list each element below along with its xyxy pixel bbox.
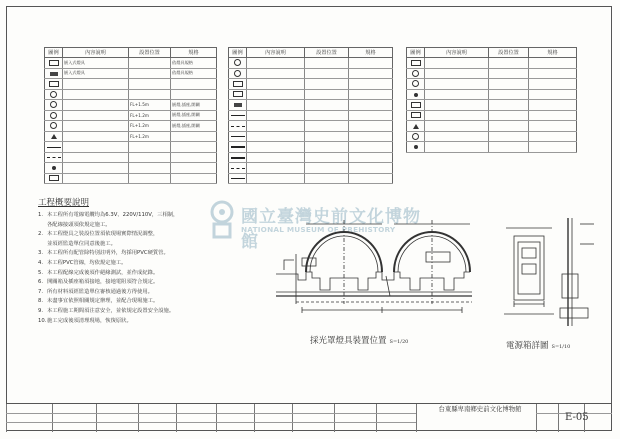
legend-desc-cell [247, 131, 305, 142]
legend-symbol-cell [229, 58, 247, 69]
legend-spec-cell [349, 89, 393, 100]
legend-spec-cell [529, 121, 577, 132]
legend-pos-cell [129, 152, 171, 163]
legend-symbol-cell [229, 121, 247, 132]
legend-pos-cell [489, 100, 529, 111]
legend-row [229, 68, 393, 79]
legend-desc-cell [247, 173, 305, 184]
title-block-divider [376, 404, 377, 432]
legend-header-pos: 設置位置 [489, 48, 529, 58]
note-number: 9. [38, 307, 44, 314]
legend-spec-cell [349, 110, 393, 121]
legend-symbol-cell [45, 152, 63, 163]
legend-circle-icon [412, 80, 419, 87]
title-block-divider [96, 404, 97, 432]
legend-box-icon [411, 60, 421, 66]
legend-spec-cell: 依燈具規格 [171, 58, 217, 69]
legend-symbol-cell [45, 131, 63, 142]
legend-circle-icon [234, 70, 241, 77]
note-text: 並須經監造單位同意後施工。 [47, 240, 116, 247]
legend-pos-cell [129, 58, 171, 69]
notes-list [38, 211, 290, 326]
legend-line-icon [231, 115, 245, 116]
note-text: 未盡事宜依照相關規定辦理，並配合現場施工。 [47, 298, 159, 305]
note-item [38, 269, 290, 279]
legend-row [45, 100, 217, 111]
note-item [38, 307, 290, 317]
legend-box-icon [49, 81, 59, 87]
title-block-divider [416, 404, 417, 432]
note-item [38, 288, 290, 298]
legend-desc-cell [247, 79, 305, 90]
legend-spec-cell [529, 131, 577, 142]
legend-spec-cell [349, 79, 393, 90]
legend-symbol-cell [407, 58, 425, 69]
note-text: 施工完成後須清理現場，恢復原狀。 [47, 317, 132, 324]
legend-row [229, 131, 393, 142]
legend-pos-cell [305, 68, 349, 79]
legend-desc-cell [425, 89, 489, 100]
legend-desc-cell [63, 79, 129, 90]
legend-box-icon [49, 60, 59, 66]
skylight-section-drawing [276, 214, 476, 326]
legend-symbol-cell [229, 163, 247, 174]
legend-symbol-cell [229, 173, 247, 184]
legend-circle-icon [50, 112, 57, 119]
note-item [38, 211, 290, 221]
legend-spec-cell [349, 58, 393, 69]
legend-circle-icon [412, 133, 419, 140]
legend-desc-cell [63, 163, 129, 174]
legend-symbol-cell [229, 79, 247, 90]
legend-symbol-cell [45, 89, 63, 100]
legend-line-icon [231, 136, 245, 137]
legend-row [407, 121, 577, 132]
legend-pos-cell [489, 121, 529, 132]
legend-pos-cell [489, 131, 529, 142]
legend-desc-cell [63, 152, 129, 163]
legend-pos-cell: FL+1.2m [129, 121, 171, 132]
legend-dash-icon [231, 126, 245, 127]
note-number: 3. [38, 250, 44, 257]
legend-table-2 [228, 47, 393, 184]
legend-line-icon [231, 178, 245, 179]
note-item [38, 230, 290, 240]
watermark-chinese-name: 國立臺灣史前文化博物館 [241, 207, 421, 252]
legend-pos-cell [489, 142, 529, 153]
legend-row [407, 89, 577, 100]
note-number: 8. [38, 298, 44, 305]
legend-pos-cell [305, 110, 349, 121]
note-number [38, 240, 47, 250]
legend-desc-cell [63, 89, 129, 100]
title-block-rule [6, 413, 416, 414]
legend-row [45, 163, 217, 174]
legend-box-icon [233, 91, 243, 97]
legend-fill-icon [234, 103, 242, 107]
panel-caption [506, 339, 570, 351]
note-item [38, 297, 290, 307]
legend-pos-cell [305, 100, 349, 111]
legend-symbol-cell [45, 142, 63, 153]
legend-circle-icon [50, 91, 57, 98]
note-number: 2. [38, 231, 44, 238]
legend-symbol-cell [45, 173, 63, 184]
legend-row [229, 173, 393, 184]
legend-symbol-cell [229, 131, 247, 142]
note-text: 本工程施工期間須注意安全，並依規定設置安全設施。 [47, 307, 175, 314]
legend-desc-cell [63, 110, 129, 121]
legend-header-pos: 設置位置 [129, 48, 171, 58]
legend-spec-cell [171, 131, 217, 142]
legend-row [229, 89, 393, 100]
note-item [38, 317, 290, 327]
legend-spec-cell [529, 89, 577, 100]
legend-spec-cell: 嵌燈,插座,開關 [171, 100, 217, 111]
legend-pos-cell [489, 68, 529, 79]
title-block-divider [6, 404, 7, 432]
legend-desc-cell: 嵌入式燈具 [63, 58, 129, 69]
legend-table-3 [406, 47, 577, 153]
legend-desc-cell [247, 110, 305, 121]
legend-spec-cell [171, 163, 217, 174]
legend-symbol-cell [45, 163, 63, 174]
legend-pos-cell [129, 89, 171, 100]
legend-desc-cell [425, 79, 489, 90]
legend-desc-cell [247, 58, 305, 69]
legend-header-desc: 內容說明 [247, 48, 305, 58]
legend-thick-icon [231, 146, 245, 148]
legend-header-icon: 圖例 [45, 48, 63, 58]
legend-pos-cell [129, 163, 171, 174]
title-block-divider [138, 404, 139, 432]
legend-box-icon [411, 102, 421, 108]
legend-pos-cell: FL+1.2m [129, 131, 171, 142]
legend-dash-icon [47, 157, 61, 158]
note-text: 各配線接頭須依規定施工。 [47, 221, 111, 228]
legend-header-icon: 圖例 [407, 48, 425, 58]
project-title: 台東縣卑南鄉史前文化博物館 [438, 405, 522, 413]
note-text: 本工程所有電線電纜均為6.3V、220V/110V，三相制， [47, 212, 179, 218]
legend-desc-cell [63, 100, 129, 111]
legend-header-spec: 規格 [349, 48, 393, 58]
legend-symbol-cell [229, 68, 247, 79]
legend-header-row [45, 48, 217, 58]
legend-pos-cell [129, 68, 171, 79]
title-block-divider [254, 404, 255, 432]
legend-pos-cell [305, 163, 349, 174]
legend-symbol-cell [407, 89, 425, 100]
legend-symbol-cell [229, 142, 247, 153]
legend-symbol-cell [45, 121, 63, 132]
legend-row [229, 121, 393, 132]
legend-desc-cell [63, 131, 129, 142]
legend-row [229, 152, 393, 163]
legend-box-icon [49, 175, 59, 181]
legend-header-row [229, 48, 393, 58]
legend-row [45, 110, 217, 121]
legend-spec-cell [529, 142, 577, 153]
legend-header-spec: 規格 [171, 48, 217, 58]
sheet-number: E-05 [565, 412, 589, 423]
legend-symbol-cell [407, 142, 425, 153]
legend-pos-cell [305, 89, 349, 100]
legend-dot-icon [414, 145, 418, 149]
legend-symbol-cell [45, 79, 63, 90]
legend-row [407, 110, 577, 121]
legend-header-desc: 內容說明 [63, 48, 129, 58]
legend-dash-icon [231, 168, 245, 169]
note-text: 本工程所有配管除特別註明外，均採用PVC硬質管。 [47, 250, 169, 257]
legend-row [407, 68, 577, 79]
legend-row [229, 163, 393, 174]
legend-symbol-cell [45, 110, 63, 121]
legend-desc-cell [63, 121, 129, 132]
legend-spec-cell [171, 79, 217, 90]
title-block-divider [558, 404, 559, 432]
legend-spec-cell [171, 173, 217, 184]
legend-circle-icon [50, 101, 57, 108]
legend-spec-cell [529, 110, 577, 121]
note-number [38, 221, 47, 231]
legend-row [229, 110, 393, 121]
legend-row [45, 152, 217, 163]
legend-circle-icon [412, 70, 419, 77]
legend-row [45, 58, 217, 69]
note-number: 5. [38, 269, 44, 276]
legend-desc-cell [63, 142, 129, 153]
legend-desc-cell [247, 152, 305, 163]
legend-pos-cell [305, 142, 349, 153]
legend-spec-cell [349, 142, 393, 153]
legend-pos-cell [305, 79, 349, 90]
legend-spec-cell: 嵌燈,插座,開關 [171, 110, 217, 121]
legend-symbol-cell [229, 110, 247, 121]
panel-scale: S=1/10 [551, 344, 571, 350]
legend-circle-icon [50, 122, 57, 129]
legend-spec-cell [349, 163, 393, 174]
legend-row [45, 79, 217, 90]
note-item [38, 278, 290, 288]
legend-spec-cell [349, 131, 393, 142]
legend-spec-cell: 嵌燈,插座,開關 [171, 121, 217, 132]
note-number: 4. [38, 259, 44, 266]
note-text: 本工程燈具之裝設位置須依現場實際情況調整， [47, 231, 159, 238]
note-item [38, 249, 290, 259]
notes-title: 工程概要說明 [38, 198, 90, 208]
legend-line-icon [47, 147, 61, 148]
title-block-rule [6, 422, 416, 423]
legend-row [45, 121, 217, 132]
legend-pos-cell [305, 173, 349, 184]
legend-desc-cell: 嵌入式燈具 [63, 68, 129, 79]
legend-circle-icon [234, 59, 241, 66]
legend-header-desc: 內容說明 [425, 48, 489, 58]
legend-desc-cell [425, 142, 489, 153]
legend-spec-cell [529, 100, 577, 111]
power-panel-detail-drawing [496, 214, 600, 338]
note-number: 1. [38, 212, 44, 218]
legend-spec-cell [349, 173, 393, 184]
note-text: 所有材料須經監造單位審核通過後方得使用。 [47, 288, 153, 295]
note-item [38, 259, 290, 269]
legend-row [407, 79, 577, 90]
note-text: 本工程PVC管線，均依規定施工。 [47, 259, 127, 266]
legend-pos-cell: FL+1.2m [129, 110, 171, 121]
legend-pos-cell [305, 121, 349, 132]
legend-dot-icon [414, 93, 418, 97]
legend-symbol-cell [407, 100, 425, 111]
legend-spec-cell [349, 68, 393, 79]
legend-fill-icon [50, 72, 58, 76]
title-block-divider [216, 404, 217, 432]
legend-box-icon [411, 112, 421, 118]
legend-row [229, 58, 393, 69]
legend-symbol-cell [45, 68, 63, 79]
legend-pos-cell [489, 110, 529, 121]
legend-spec-cell [349, 100, 393, 111]
legend-desc-cell [425, 68, 489, 79]
legend-spec-cell: 依燈具規格 [171, 68, 217, 79]
legend-symbol-cell [45, 58, 63, 69]
legend-desc-cell [247, 100, 305, 111]
legend-pos-cell [305, 152, 349, 163]
legend-symbol-cell [45, 100, 63, 111]
legend-pos-cell [489, 58, 529, 69]
legend-header-icon: 圖例 [229, 48, 247, 58]
note-text: 開關箱及插座箱須接地，接地電阻須符合規定。 [47, 279, 159, 286]
legend-desc-cell [425, 131, 489, 142]
title-block-divider [292, 404, 293, 432]
legend-symbol-cell [407, 131, 425, 142]
legend-header-row [407, 48, 577, 58]
legend-row [45, 131, 217, 142]
legend-tri-icon [51, 134, 57, 139]
title-block-divider [52, 404, 53, 432]
legend-spec-cell [349, 121, 393, 132]
legend-desc-cell [425, 110, 489, 121]
note-item [38, 221, 290, 231]
legend-pos-cell [489, 79, 529, 90]
watermark-english-name: NATIONAL MUSEUM OF PREHISTORY [241, 225, 396, 234]
legend-symbol-cell [407, 121, 425, 132]
legend-symbol-cell [229, 100, 247, 111]
legend-row [229, 79, 393, 90]
legend-row [407, 142, 577, 153]
legend-pos-cell [489, 89, 529, 100]
legend-dot-icon [52, 166, 56, 170]
legend-table-1 [44, 47, 217, 184]
legend-desc-cell [247, 89, 305, 100]
section-caption [310, 334, 408, 346]
legend-header-pos: 設置位置 [305, 48, 349, 58]
legend-desc-cell [247, 142, 305, 153]
legend-desc-cell [425, 121, 489, 132]
legend-desc-cell [247, 68, 305, 79]
legend-row [229, 142, 393, 153]
legend-desc-cell [247, 121, 305, 132]
title-block-divider [536, 404, 537, 432]
legend-pos-cell [129, 142, 171, 153]
legend-row [407, 131, 577, 142]
legend-desc-cell [63, 173, 129, 184]
legend-spec-cell [529, 79, 577, 90]
legend-symbol-cell [407, 68, 425, 79]
legend-thick-icon [231, 157, 245, 159]
legend-desc-cell [425, 100, 489, 111]
legend-symbol-cell [229, 89, 247, 100]
legend-spec-cell [171, 142, 217, 153]
legend-row [45, 142, 217, 153]
note-number: 7. [38, 288, 44, 295]
legend-pos-cell [305, 58, 349, 69]
legend-row [45, 89, 217, 100]
legend-desc-cell [425, 58, 489, 69]
legend-pos-cell [305, 131, 349, 142]
legend-tri-icon [413, 124, 419, 129]
legend-pos-cell [129, 79, 171, 90]
legend-row [45, 173, 217, 184]
legend-spec-cell [171, 152, 217, 163]
note-number: 10. [38, 317, 47, 324]
legend-header-spec: 規格 [529, 48, 577, 58]
title-block-divider [176, 404, 177, 432]
legend-symbol-cell [407, 79, 425, 90]
section-title: 採光罩燈具裝置位置 [310, 336, 387, 346]
legend-symbol-cell [407, 110, 425, 121]
note-item [38, 240, 290, 250]
legend-symbol-cell [229, 152, 247, 163]
legend-row [407, 100, 577, 111]
legend-spec-cell [349, 152, 393, 163]
legend-spec-cell [171, 89, 217, 100]
note-number: 6. [38, 279, 44, 286]
legend-pos-cell: FL+1.5m [129, 100, 171, 111]
legend-row [407, 58, 577, 69]
panel-title: 電源箱詳圖 [506, 341, 549, 351]
legend-row [229, 100, 393, 111]
legend-box-icon [233, 81, 243, 87]
legend-spec-cell [529, 68, 577, 79]
legend-pos-cell [129, 173, 171, 184]
legend-row [45, 68, 217, 79]
section-scale: S=1/20 [389, 339, 409, 345]
legend-desc-cell [247, 163, 305, 174]
note-text: 本工程配線完成後須作絕緣測試，並作成紀錄。 [47, 269, 159, 276]
legend-spec-cell [529, 58, 577, 69]
title-block-divider [334, 404, 335, 432]
